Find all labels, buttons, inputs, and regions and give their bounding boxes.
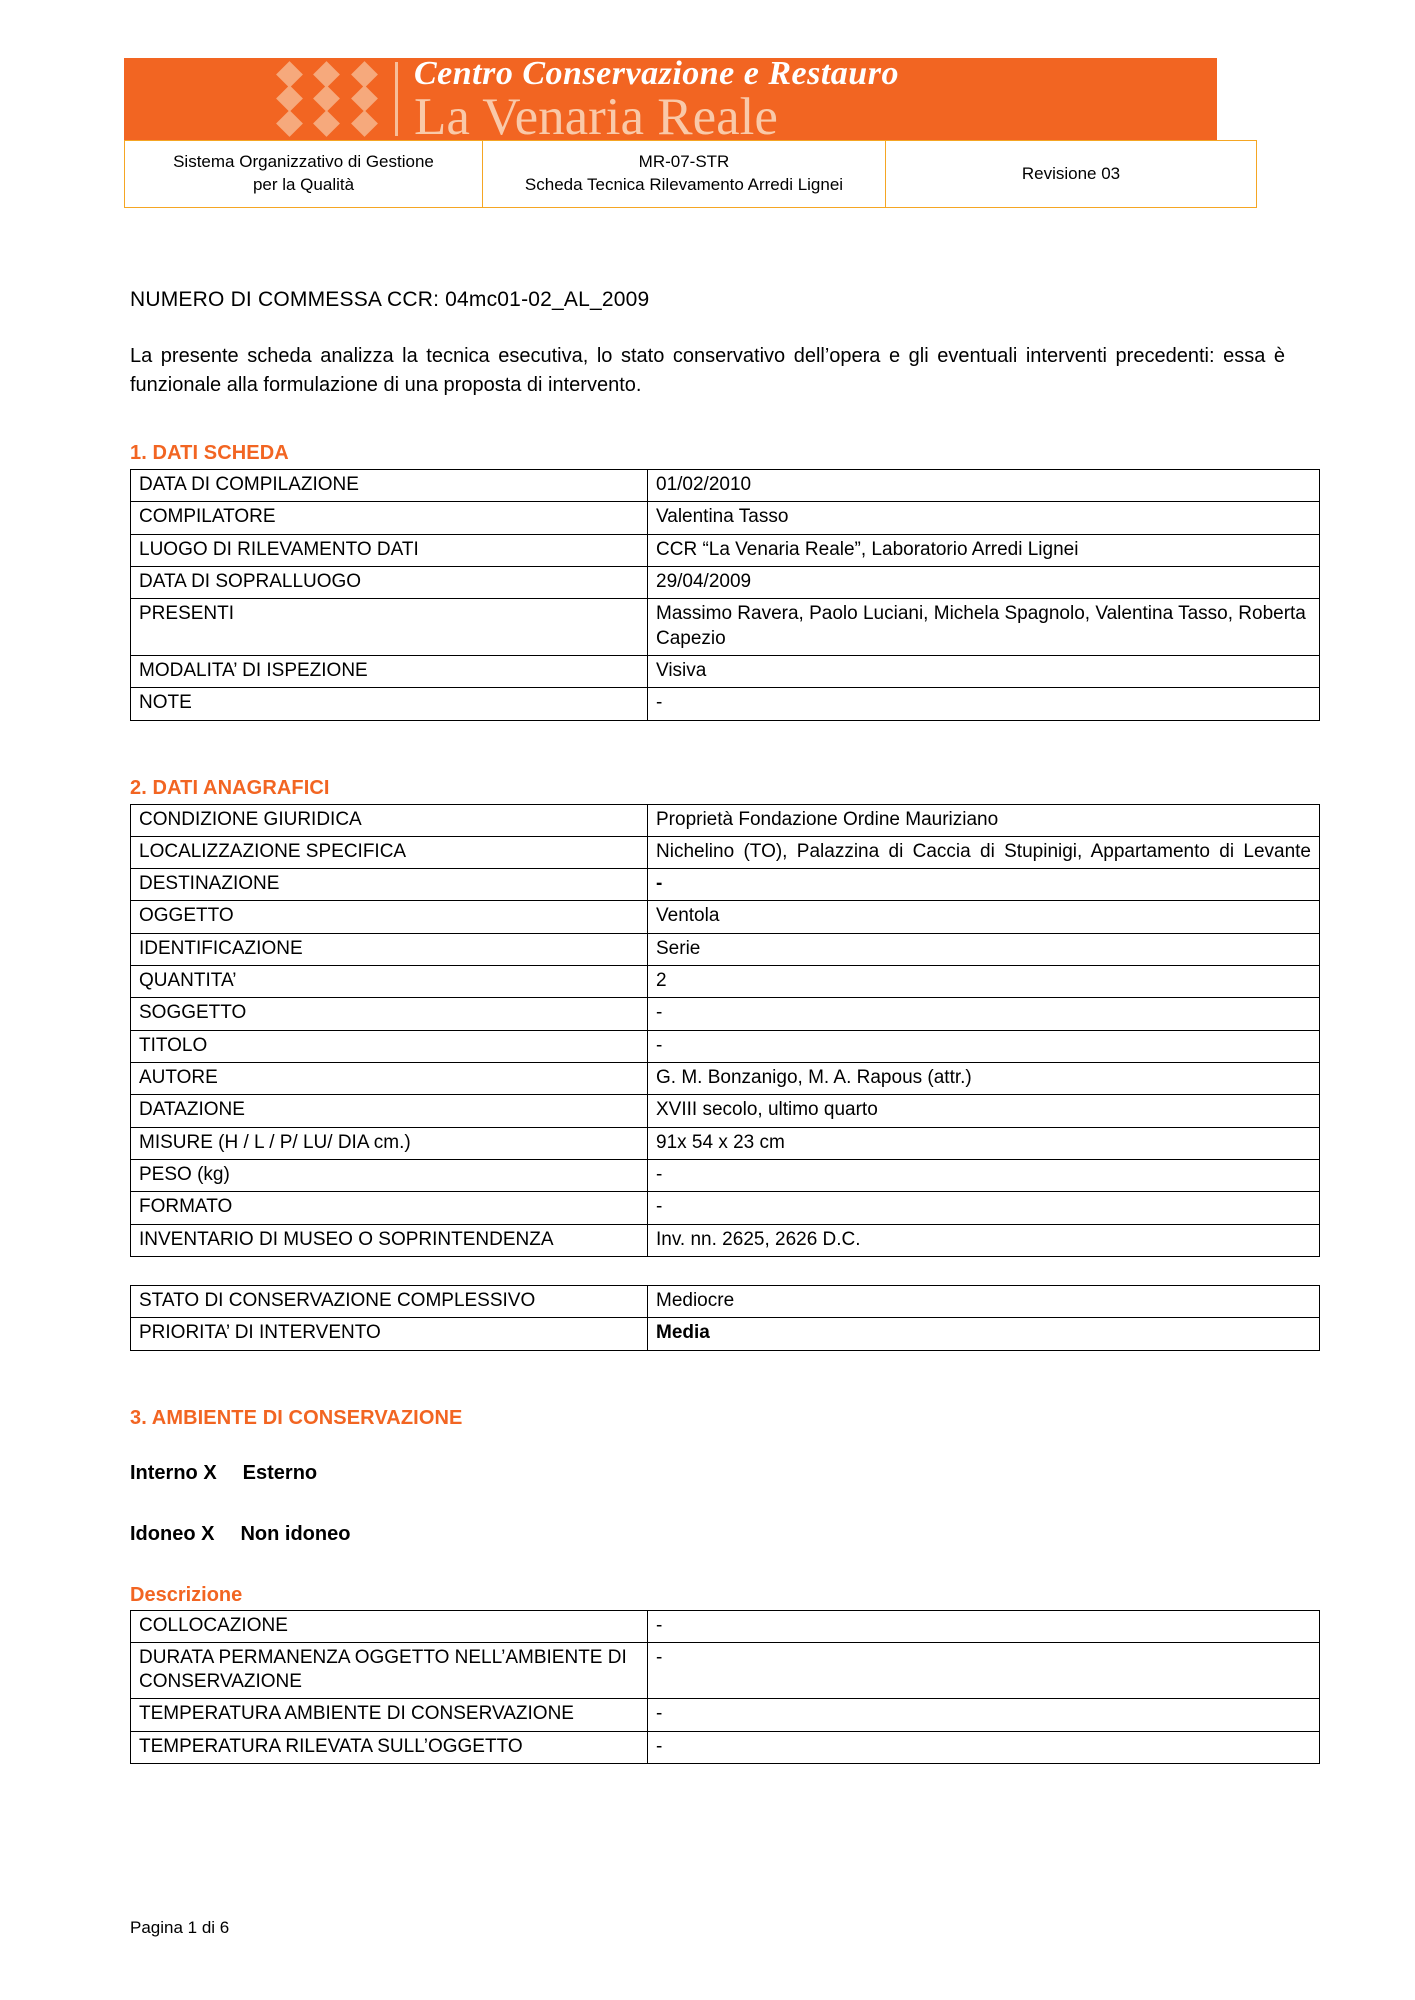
row-value: Mediocre — [648, 1285, 1320, 1317]
row-key: INVENTARIO DI MUSEO O SOPRINTENDENZA — [131, 1224, 648, 1256]
row-key: FORMATO — [131, 1192, 648, 1224]
row-value: 91x 54 x 23 cm — [648, 1127, 1320, 1159]
row-value: CCR “La Venaria Reale”, Laboratorio Arredi Lignei — [648, 534, 1320, 566]
table-row — [131, 566, 1320, 598]
table-row — [131, 534, 1320, 566]
diamond-pattern-icon — [271, 62, 383, 136]
row-value: Proprietà Fondazione Ordine Mauriziano — [648, 804, 1320, 836]
table-row — [131, 1159, 1320, 1191]
table-row — [131, 1224, 1320, 1256]
spacer — [130, 1351, 1285, 1407]
row-value: - — [648, 1159, 1320, 1191]
row-key: MISURE (H / L / P/ LU/ DIA cm.) — [131, 1127, 648, 1159]
table-row — [131, 901, 1320, 933]
row-value: - — [648, 998, 1320, 1030]
commessa-number: NUMERO DI COMMESSA CCR: 04mc01-02_AL_2009 — [130, 288, 650, 311]
check-line-idoneo — [130, 1523, 1285, 1546]
row-key: MODALITA’ DI ISPEZIONE — [131, 655, 648, 687]
table-row — [131, 655, 1320, 687]
row-value: Inv. nn. 2625, 2626 D.C. — [648, 1224, 1320, 1256]
table-row — [131, 1731, 1320, 1763]
row-key: COMPILATORE — [131, 502, 648, 534]
banner-text — [414, 58, 899, 140]
document-header — [124, 58, 1217, 208]
row-value: Visiva — [648, 655, 1320, 687]
document-title: Scheda Tecnica Rilevamento Arredi Lignei — [524, 175, 844, 194]
row-key: NOTE — [131, 688, 648, 720]
table-row — [131, 1030, 1320, 1062]
row-key: TEMPERATURA AMBIENTE DI CONSERVAZIONE — [131, 1699, 648, 1731]
row-key: PESO (kg) — [131, 1159, 648, 1191]
table-row — [131, 502, 1320, 534]
table-row — [131, 1699, 1320, 1731]
check-esterno[interactable]: Esterno — [242, 1461, 318, 1484]
table-row — [131, 1192, 1320, 1224]
row-value: Massimo Ravera, Paolo Luciani, Michela Spagnolo, Valentina Tasso, Roberta Capezio — [648, 599, 1320, 656]
section-title-dati-anagrafici: 2. DATI ANAGRAFICI — [130, 776, 330, 799]
row-key: DATA DI SOPRALLUOGO — [131, 566, 648, 598]
header-info-table — [124, 140, 1257, 208]
table-row — [131, 804, 1320, 836]
row-key: DESTINAZIONE — [131, 869, 648, 901]
logo-banner — [124, 58, 1217, 140]
table-row — [131, 599, 1320, 656]
spacer — [130, 1434, 1285, 1462]
row-key: COLLOCAZIONE — [131, 1610, 648, 1642]
revision-label: Revisione 03 — [1021, 163, 1121, 183]
row-value: - — [648, 1731, 1320, 1763]
table-row — [131, 836, 1320, 868]
check-line-interno-esterno — [130, 1462, 1285, 1485]
row-value: - — [648, 1192, 1320, 1224]
banner-title-line1: Centro Conservazione e Restauro — [414, 58, 899, 92]
table-dati-anagrafici — [130, 804, 1320, 1257]
banner-title-line2: La Venaria Reale — [414, 87, 778, 140]
section-title-ambiente-conservazione: 3. AMBIENTE DI CONSERVAZIONE — [130, 1406, 463, 1429]
table-row — [131, 933, 1320, 965]
row-key: PRIORITA’ DI INTERVENTO — [131, 1318, 648, 1350]
table-row — [125, 141, 1257, 208]
quality-system-line1: Sistema Organizzativo di Gestione — [173, 152, 434, 172]
row-key: LUOGO DI RILEVAMENTO DATI — [131, 534, 648, 566]
row-value: G. M. Bonzanigo, M. A. Rapous (attr.) — [648, 1063, 1320, 1095]
spacer — [130, 721, 1285, 777]
row-key: AUTORE — [131, 1063, 648, 1095]
row-key: LOCALIZZAZIONE SPECIFICA — [131, 836, 648, 868]
row-key: QUANTITA’ — [131, 966, 648, 998]
table-row — [131, 966, 1320, 998]
header-cell-revision — [886, 141, 1257, 208]
table-row — [131, 1642, 1320, 1699]
row-key: TITOLO — [131, 1030, 648, 1062]
header-cell-document-code — [483, 141, 886, 208]
row-value: 29/04/2009 — [648, 566, 1320, 598]
table-stato-conservazione — [130, 1285, 1320, 1351]
row-value: - — [648, 869, 1320, 901]
header-cell-quality-system — [125, 141, 483, 208]
table-row — [131, 1318, 1320, 1350]
row-value: Valentina Tasso — [648, 502, 1320, 534]
check-idoneo[interactable]: Idoneo X — [130, 1522, 215, 1545]
row-key: CONDIZIONE GIURIDICA — [131, 804, 648, 836]
table-row — [131, 1610, 1320, 1642]
row-value: - — [648, 1699, 1320, 1731]
row-value: 2 — [648, 966, 1320, 998]
row-key: STATO DI CONSERVAZIONE COMPLESSIVO — [131, 1285, 648, 1317]
row-key: PRESENTI — [131, 599, 648, 656]
footer-page-number: Pagina 1 di 6 — [130, 1918, 230, 1937]
table-dati-scheda — [130, 469, 1320, 721]
quality-system-line2: per la Qualità — [252, 175, 355, 194]
table-row — [131, 470, 1320, 502]
row-value: Serie — [648, 933, 1320, 965]
row-value: - — [648, 688, 1320, 720]
table-row — [131, 1127, 1320, 1159]
subsection-title-descrizione: Descrizione — [130, 1583, 243, 1606]
document-code: MR-07-STR — [638, 152, 730, 172]
row-value: XVIII secolo, ultimo quarto — [648, 1095, 1320, 1127]
document-body — [130, 288, 1311, 1764]
table-row — [131, 688, 1320, 720]
row-value: - — [648, 1610, 1320, 1642]
table-descrizione-ambiente — [130, 1610, 1320, 1765]
table-row — [131, 998, 1320, 1030]
row-key: DURATA PERMANENZA OGGETTO NELL’AMBIENTE DI CONSERVAZIONE — [131, 1642, 648, 1699]
table-row — [131, 1063, 1320, 1095]
check-interno[interactable]: Interno X — [130, 1461, 217, 1484]
row-key: SOGGETTO — [131, 998, 648, 1030]
row-value: Nichelino (TO), Palazzina di Caccia di Stupinigi, Appartamento di Levante — [648, 836, 1320, 868]
row-value: Media — [648, 1318, 1320, 1350]
check-non-idoneo[interactable]: Non idoneo — [240, 1522, 351, 1545]
row-key: OGGETTO — [131, 901, 648, 933]
spacer — [130, 1257, 1285, 1285]
row-key: IDENTIFICAZIONE — [131, 933, 648, 965]
table-row — [131, 1285, 1320, 1317]
banner-divider — [395, 62, 398, 136]
table-row — [131, 869, 1320, 901]
row-value: - — [648, 1642, 1320, 1699]
row-value: - — [648, 1030, 1320, 1062]
row-value: Ventola — [648, 901, 1320, 933]
section-title-dati-scheda: 1. DATI SCHEDA — [130, 442, 289, 464]
row-key: DATAZIONE — [131, 1095, 648, 1127]
row-key: DATA DI COMPILAZIONE — [131, 470, 648, 502]
row-value: 01/02/2010 — [648, 470, 1320, 502]
table-row — [131, 1095, 1320, 1127]
row-key: TEMPERATURA RILEVATA SULL’OGGETTO — [131, 1731, 648, 1763]
intro-paragraph: La presente scheda analizza la tecnica esecutiva, lo stato conservativo dell’opera e gli eventuali interventi precedenti: essa è funzionale alla formulazione di una proposta di intervento. — [130, 345, 1285, 396]
